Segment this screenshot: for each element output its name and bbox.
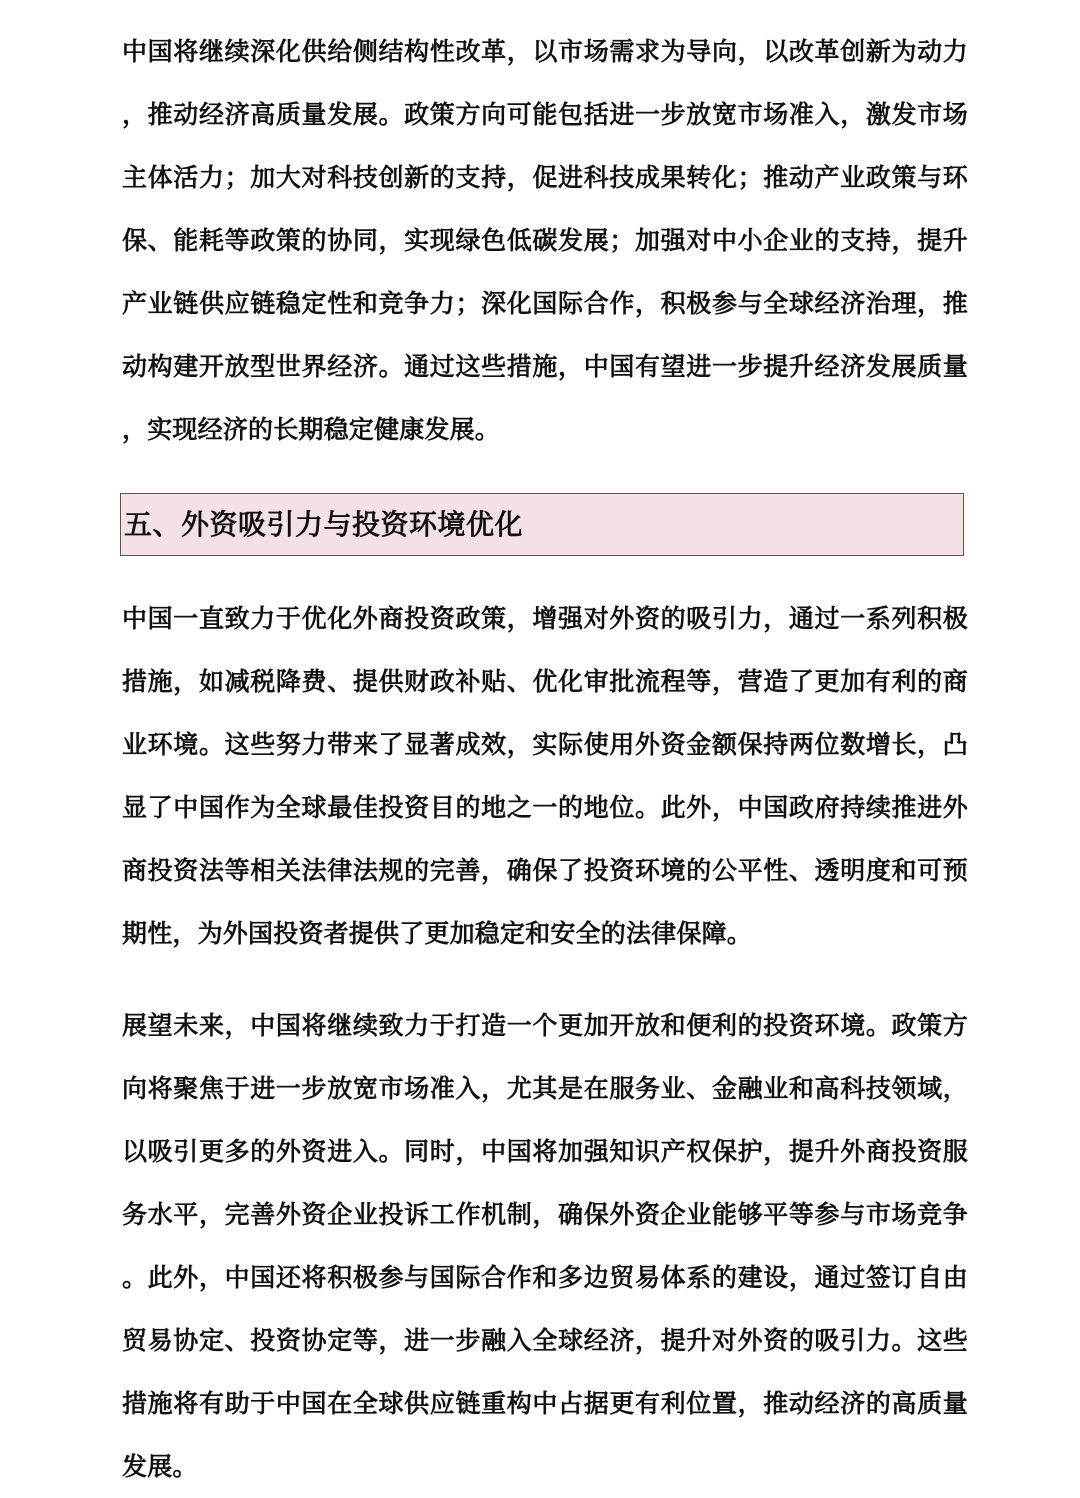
section-heading-title: 五、外资吸引力与投资环境优化 xyxy=(124,508,524,541)
paragraph-economic-reform: 中国将继续深化供给侧结构性改革，以市场需求为导向，以改革创新为动力，推动经济高质量发展。政策方向可能包括进一步放宽市场准入，激发市场主体活力；加大对科技创新的支持，促进科技成果转化；推动产业政策与环保、能耗等政策的协同，实现绿色低碳发展；加强对中小企业的支持，提升产业链供应链稳定性和竞争力；深化国际合作，积极参与全球经济治理，推动构建开放型世界经济。通过这些措施，中国有望进一步提升经济发展质量，实现经济的长期稳定健康发展。 xyxy=(122,37,968,444)
paragraph-foreign-investment-policy: 中国一直致力于优化外商投资政策，增强对外资的吸引力，通过一系列积极措施，如减税降费、提供财政补贴、优化审批流程等，营造了更加有利的商业环境。这些努力带来了显著成效，实际使用外资金额保持两位数增长，凸显了中国作为全球最佳投资目的地之一的地位。此外，中国政府持续推进外商投资法等相关法律法规的完善，确保了投资环境的公平性、透明度和可预期性，为外国投资者提供了更加稳定和安全的法律保障。 xyxy=(122,604,968,948)
paragraph-future-outlook: 展望未来，中国将继续致力于打造一个更加开放和便利的投资环境。政策方向将聚焦于进一步放宽市场准入，尤其是在服务业、金融业和高科技领域，以吸引更多的外资进入。同时，中国将加强知识产权保护，提升外商投资服务水平，完善外资企业投诉工作机制，确保外资企业能够平等参与市场竞争。此外，中国还将积极参与国际合作和多边贸易体系的建设，通过签订自由贸易协定、投资协定等，进一步融入全球经济，提升对外资的吸引力。这些措施将有助于中国在全球供应链重构中占据更有利位置，推动经济的高质量发展。 xyxy=(122,1011,968,1481)
section-heading-box xyxy=(120,493,964,556)
